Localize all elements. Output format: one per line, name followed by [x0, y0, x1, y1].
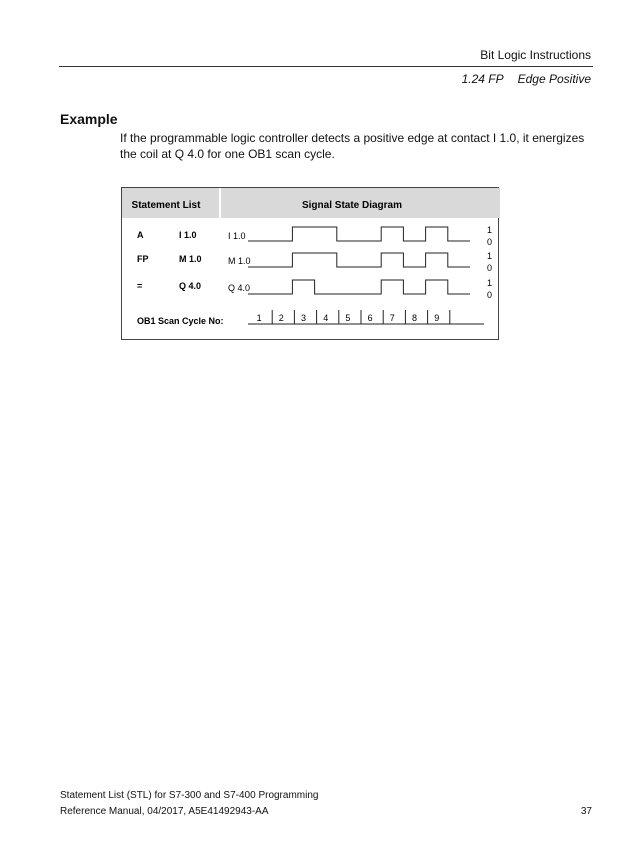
footer-document-title: Statement List (STL) for S7-300 and S7-400 Programming	[60, 790, 319, 801]
row1-low-label: 0	[486, 237, 492, 247]
footer-document-id: Reference Manual, 04/2017, A5E41492943-AA	[60, 806, 269, 817]
signal-diagram-header: Signal State Diagram	[301, 200, 403, 211]
instruction-a: A	[137, 230, 144, 240]
scan-cycle-number: 6	[367, 313, 373, 323]
signal-label-i1-0: I 1.0	[228, 231, 246, 241]
scan-cycle-number: 9	[434, 313, 440, 323]
row3-high-label: 1	[486, 278, 492, 288]
chapter-title: Bit Logic Instructions	[480, 48, 591, 62]
scan-cycle-number: 1	[256, 313, 262, 323]
instruction-assign: =	[137, 281, 143, 291]
scan-cycle-number: 3	[300, 313, 307, 323]
scan-cycle-number: 5	[345, 313, 351, 323]
section-name: Edge Positive	[517, 72, 591, 86]
signal-state-figure	[121, 187, 499, 340]
page-number: 37	[580, 806, 592, 817]
section-title	[462, 72, 591, 86]
scan-cycle-number: 2	[278, 313, 284, 323]
instruction-fp: FP	[137, 254, 149, 264]
header-divider	[59, 66, 593, 67]
scan-cycle-ticks	[257, 310, 450, 324]
scan-cycle-label: OB1 Scan Cycle No:	[137, 316, 224, 326]
statement-list-header: Statement List	[131, 200, 201, 211]
example-heading: Example	[60, 111, 118, 127]
operand-i1-0: I 1.0	[179, 230, 197, 240]
scan-cycle-number: 4	[323, 313, 329, 323]
waveform-m1-0	[248, 253, 470, 267]
row3-low-label: 0	[486, 290, 492, 300]
scan-cycle-number: 7	[389, 313, 395, 323]
row2-low-label: 0	[486, 263, 492, 273]
waveform-q4-0	[248, 280, 470, 294]
row1-high-label: 1	[486, 225, 492, 235]
signal-label-q4-0: Q 4.0	[228, 283, 251, 293]
operand-m1-0: M 1.0	[179, 254, 202, 264]
row2-high-label: 1	[486, 251, 492, 261]
scan-cycle-number: 8	[411, 313, 418, 323]
example-description: If the programmable logic controller detects a positive edge at contact I 1.0, it energizes the coil at Q 4.0 for one OB1 scan cycle.	[120, 131, 585, 161]
signal-state-svg	[122, 188, 500, 341]
operand-q4-0: Q 4.0	[179, 281, 202, 291]
section-number: 1.24 FP	[461, 72, 504, 86]
waveform-i1-0	[248, 227, 470, 241]
signal-label-m1-0: M 1.0	[228, 256, 251, 266]
